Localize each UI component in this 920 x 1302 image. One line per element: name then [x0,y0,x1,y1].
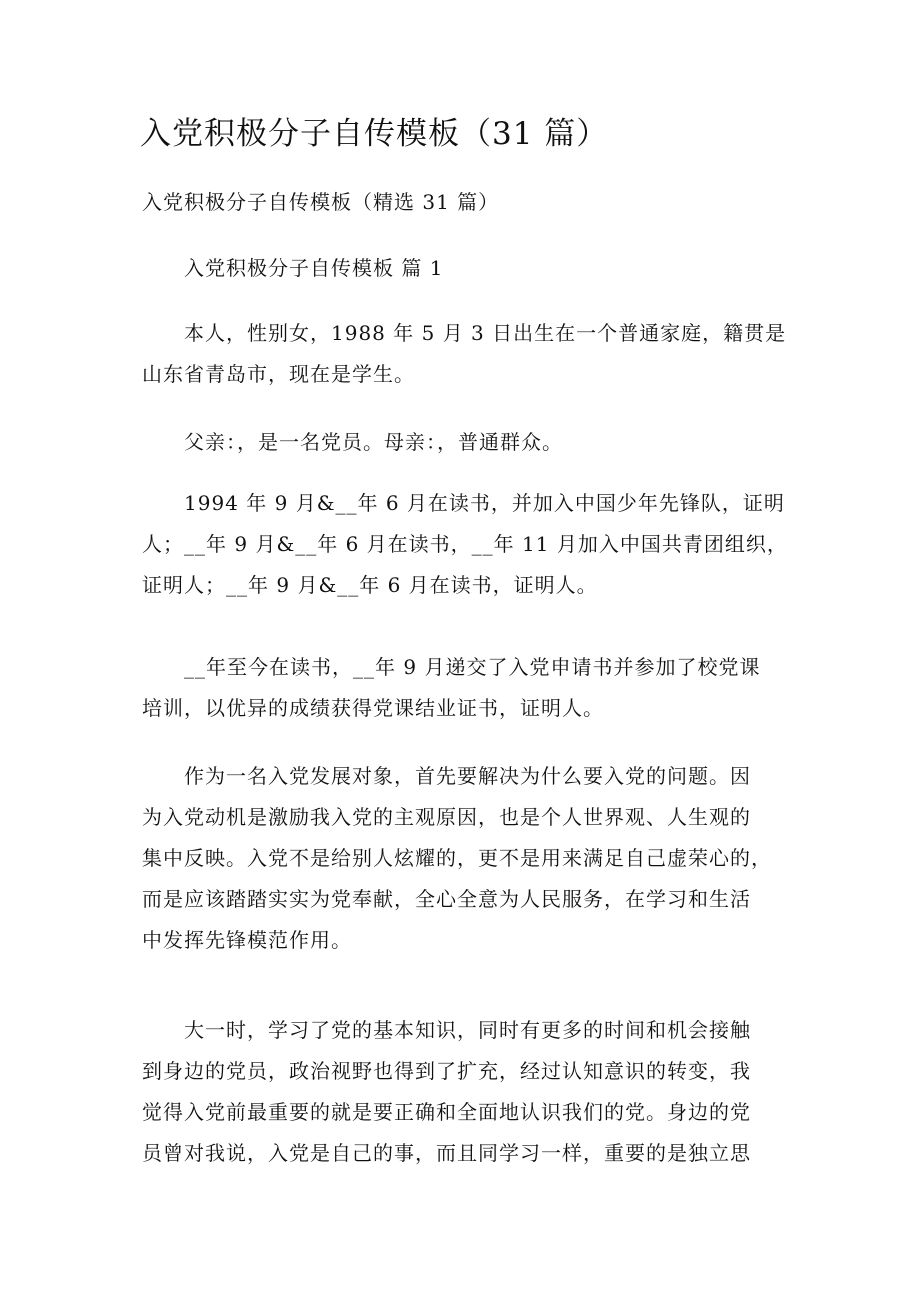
paragraph-1 [142,313,787,395]
paragraph-line: 觉得入党前最重要的就是要正确和全面地认识我们的党。身边的党 [142,1100,751,1124]
paragraph-2 [142,422,782,463]
paragraph-6 [142,1010,782,1174]
document-title: 入党积极分子自传模板（31 篇） [140,116,609,152]
paragraph-line: 本人，性别女，1988 年 5 月 3 日出生在一个普通家庭，籍贯是 [184,321,787,345]
paragraph-line: 山东省青岛市，现在是学生。 [142,362,415,386]
paragraph-line: 中发挥先锋模范作用。 [142,928,352,952]
paragraph-line: 员曾对我说，入党是自己的事，而且同学习一样，重要的是独立思 [142,1141,751,1165]
paragraph-line: 证明人；__年 9 月&__年 6 月在读书，证明人。 [142,573,598,597]
paragraph-line: 作为一名入党发展对象，首先要解决为什么要入党的问题。因 [184,764,751,788]
paragraph-line: 父亲：，是一名党员。母亲：，普通群众。 [184,430,563,454]
document-subtitle: 入党积极分子自传模板（精选 31 篇） [142,190,500,214]
paragraph-line: 到身边的党员，政治视野也得到了扩充，经过认知意识的转变，我 [142,1059,751,1083]
paragraph-line: __年至今在读书，__年 9 月递交了入党申请书并参加了校党课 [184,655,761,679]
paragraph-5 [142,756,782,961]
paragraph-line: 1994 年 9 月&__年 6 月在读书，并加入中国少年先锋队，证明 [184,491,785,515]
paragraph-3 [142,483,788,606]
paragraph-4 [142,647,782,729]
paragraph-line: 培训，以优异的成绩获得党课结业证书，证明人。 [142,696,604,720]
paragraph-line: 为入党动机是激励我入党的主观原因，也是个人世界观、人生观的 [142,805,751,829]
paragraph-line: 人；__年 9 月&__年 6 月在读书，__年 11 月加入中国共青团组织， [142,532,788,556]
paragraph-line: 集中反映。入党不是给别人炫耀的，更不是用来满足自己虚荣心的， [142,846,772,870]
section-heading: 入党积极分子自传模板 篇 1 [184,256,444,280]
paragraph-line: 大一时，学习了党的基本知识，同时有更多的时间和机会接触 [184,1018,751,1042]
paragraph-line: 而是应该踏踏实实为党奉献，全心全意为人民服务，在学习和生活 [142,887,751,911]
